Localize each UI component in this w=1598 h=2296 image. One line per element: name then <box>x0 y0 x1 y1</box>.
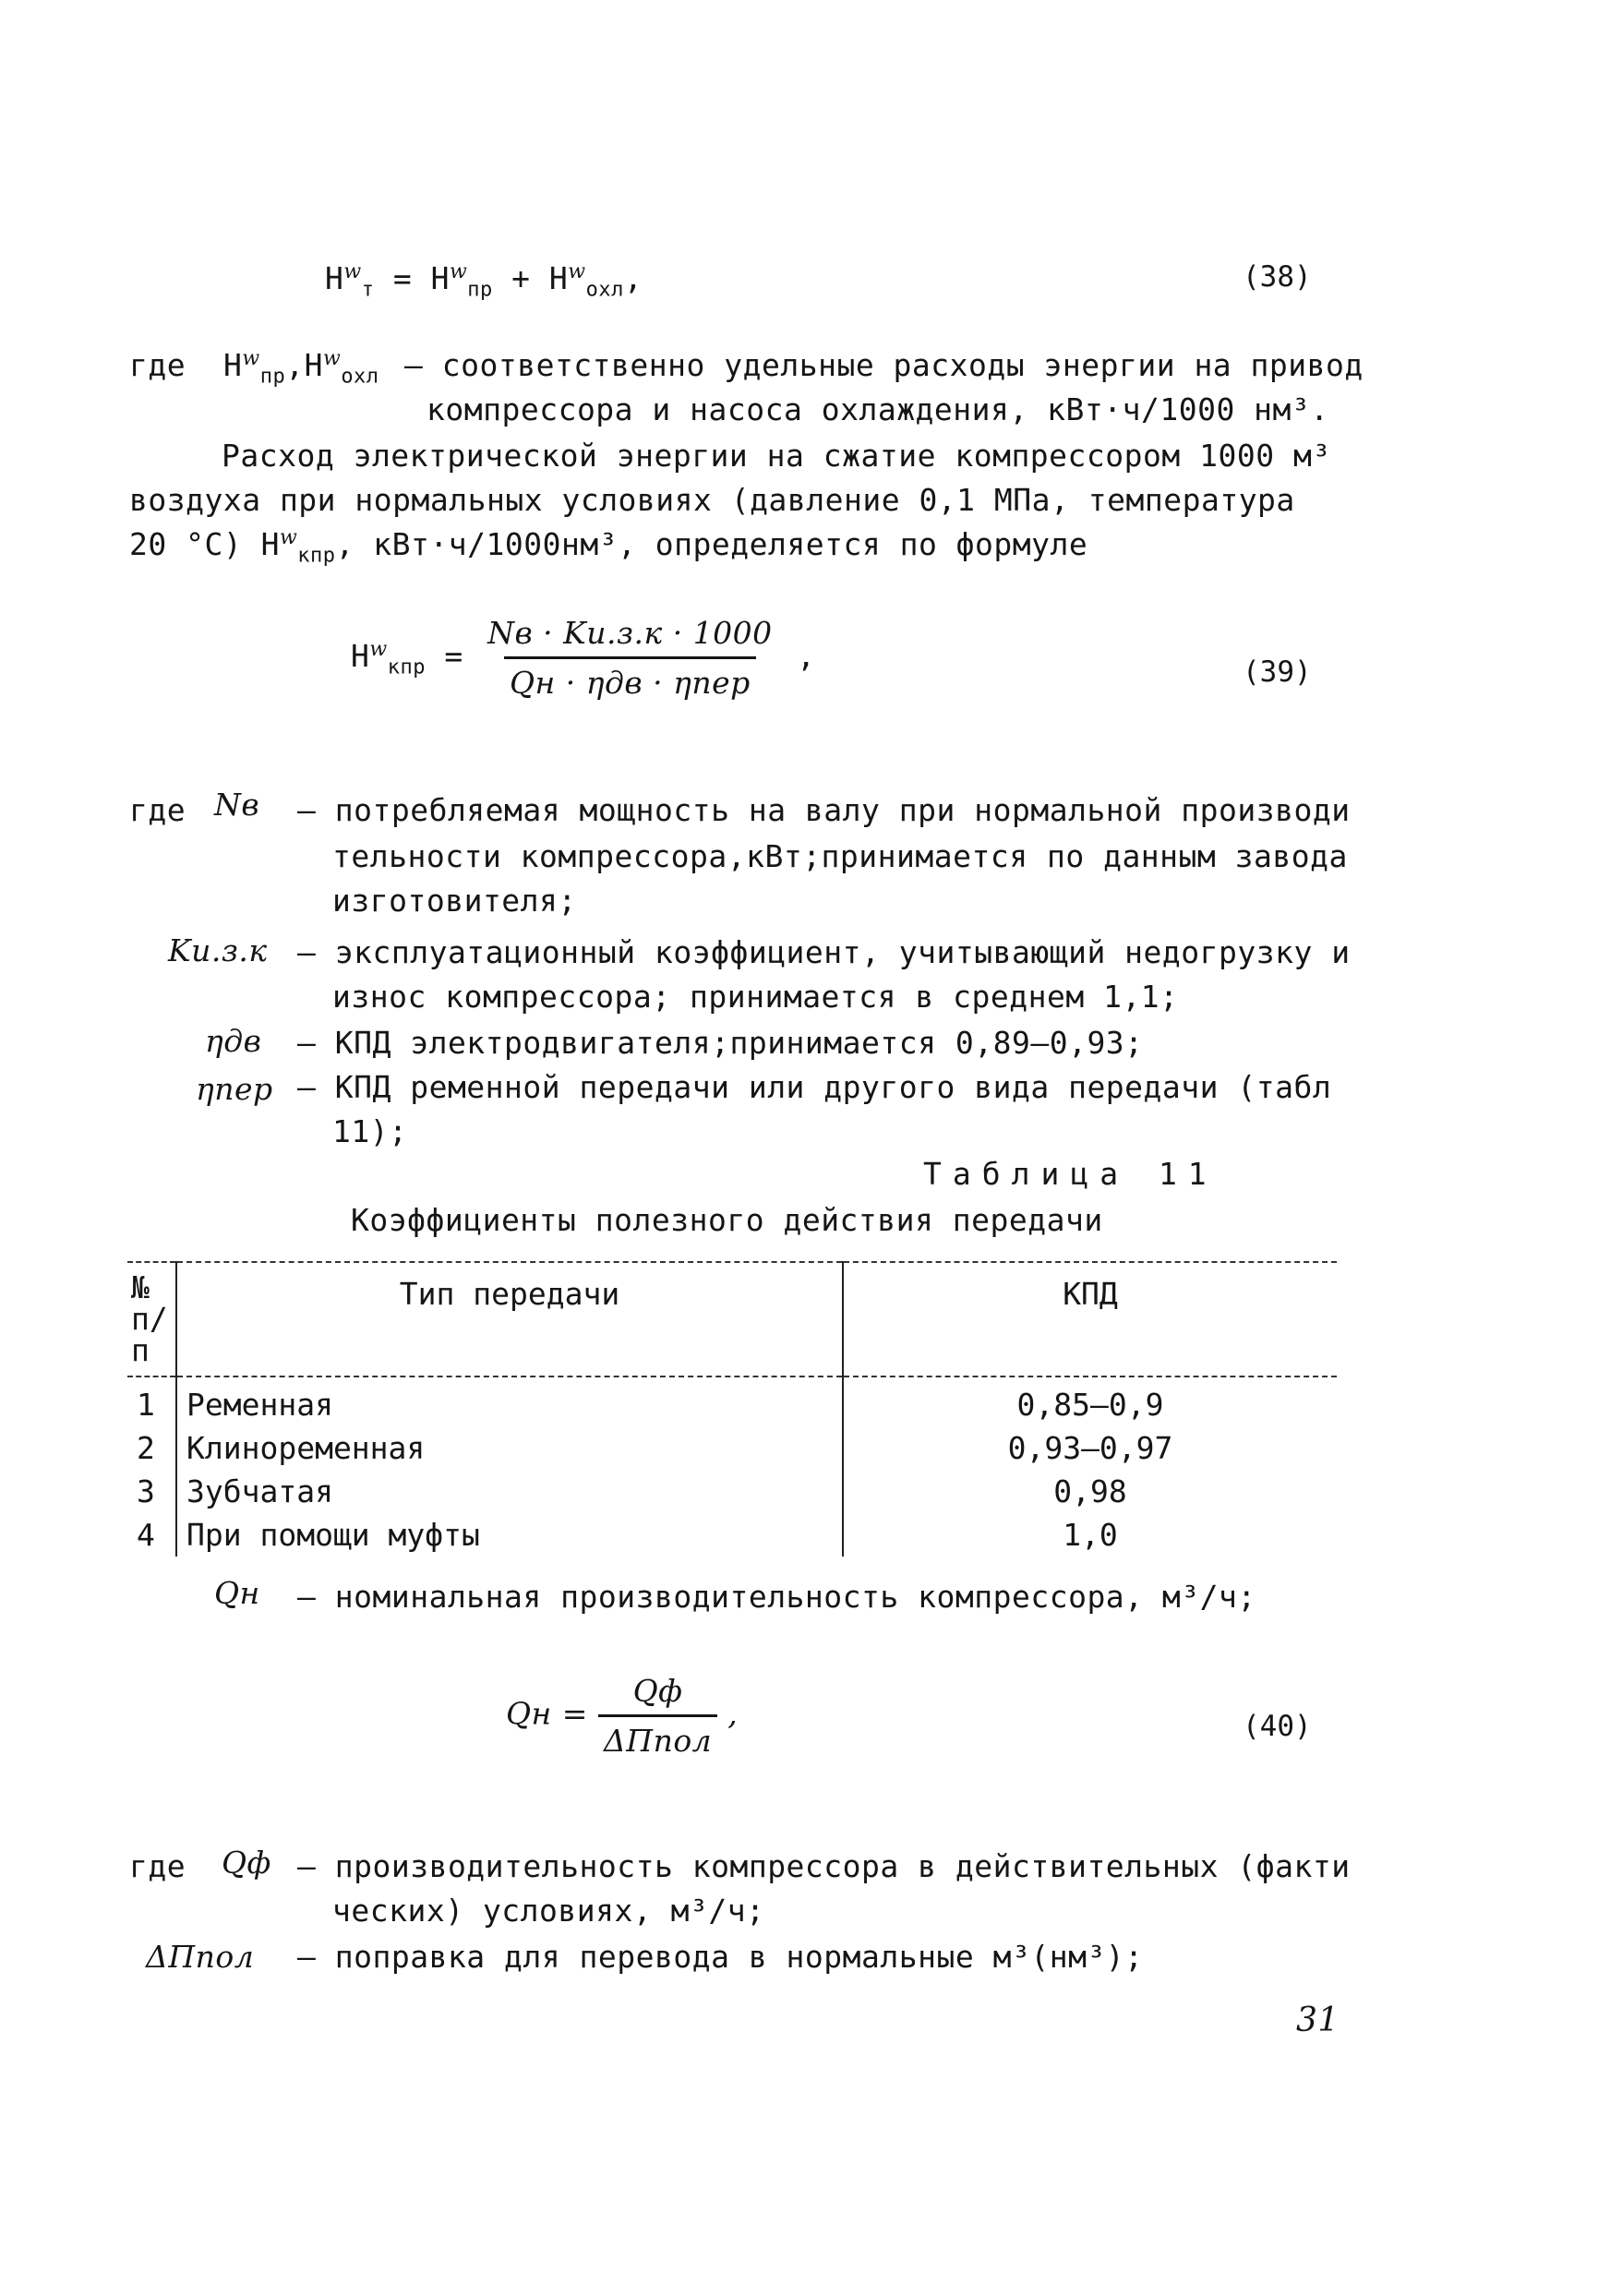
where-symbols: $Н^w_{пр},Н^w_{охл}$ <box>223 347 379 389</box>
equation-number-39: (39) <box>1243 655 1312 689</box>
cell-number: 2 <box>127 1426 176 1470</box>
formula-39: $Н^w_{кпр}$ = $\frac{Nв \cdot Kи.з.к \cdot 1000}{\text{Qн · ηдв · ηпер}}$ , <box>351 615 816 701</box>
definition-symbol: ηдв <box>205 1023 262 1059</box>
definition-symbol: Nв <box>214 787 260 823</box>
definition-label: где <box>129 1848 186 1884</box>
table-row <box>127 1426 1337 1470</box>
formula-40-numerator: Qф <box>632 1673 683 1709</box>
cell-efficiency: 0,93–0,97 <box>1007 1430 1173 1466</box>
definition-label: где <box>129 792 186 828</box>
cell-efficiency: 0,98 <box>1053 1473 1127 1509</box>
page-number: 31 <box>1296 2001 1340 2039</box>
definition-symbol: Kи.з.к <box>168 932 268 968</box>
formula-40-denominator: ΔПпол <box>598 1714 717 1759</box>
cell-type: Ременная <box>176 1376 843 1426</box>
table-caption: Таблица 11 <box>923 1156 1218 1192</box>
column-header-number: № п/п <box>127 1262 176 1376</box>
definition-text: износ компрессора; принимается в среднем 1,1; <box>332 979 1179 1015</box>
formula-38: $Н^w_т = Н^w_{пр} + Н^w_{охл}$, <box>325 260 643 302</box>
definition-symbol-qn: Qн <box>214 1575 260 1611</box>
paragraph-line3: 20 °С) $Н^w_{кпр}$, кВт·ч/1000нм³, определяется по формуле <box>129 526 1088 568</box>
where-text-line2: компрессора и насоса охлаждения, кВт·ч/1000 нм³. <box>427 391 1329 427</box>
definition-text: ческих) условиях, м³/ч; <box>332 1893 765 1929</box>
table-row <box>127 1376 1337 1426</box>
definition-text: – потребляемая мощность на валу при нормальной производи <box>297 792 1351 828</box>
definition-text: 11); <box>332 1113 408 1149</box>
cell-efficiency: 1,0 <box>1063 1517 1118 1553</box>
paragraph-line2: воздуха при нормальных условиях (давление 0,1 МПа, температура <box>129 482 1295 518</box>
formula-39-fraction <box>482 615 778 701</box>
cell-number: 1 <box>127 1376 176 1426</box>
paragraph-line1: Расход электрической энергии на сжатие компрессором 1000 м³ <box>222 438 1331 474</box>
definition-symbol: ΔПпол <box>146 1939 255 1975</box>
cell-type: Зубчатая <box>176 1470 843 1513</box>
efficiency-table <box>127 1261 1337 1557</box>
definition-text: изготовителя; <box>332 883 577 919</box>
where-text-line1: – соответственно удельные расходы энергии на привод <box>404 347 1364 383</box>
definition-symbol: Qф <box>222 1845 271 1881</box>
cell-number: 4 <box>127 1513 176 1557</box>
definition-text: – КПД электродвигателя;принимается 0,89–0,93; <box>297 1025 1144 1061</box>
cell-efficiency: 0,85–0,9 <box>1016 1387 1164 1423</box>
table-row <box>127 1470 1337 1513</box>
formula-39-numerator: Nв · Kи.з.к · 1000 <box>487 615 773 651</box>
equation-number-40: (40) <box>1243 1710 1312 1743</box>
table-header-row <box>127 1262 1337 1376</box>
table-row <box>127 1513 1337 1557</box>
definition-text-qn: – номинальная производительность компрессора, м³/ч; <box>297 1579 1256 1615</box>
definition-text: – КПД ременной передачи или другого вида передачи (табл <box>297 1069 1332 1105</box>
formula-40-fraction <box>598 1673 717 1759</box>
definition-symbol: ηпер <box>196 1071 273 1107</box>
formula-40: Qн = $\frac{Qф}{\text{ΔПпол}}$ , <box>506 1673 739 1759</box>
definition-text: – производительность компрессора в действительных (факти <box>297 1848 1351 1884</box>
table-title: Коэффициенты полезного действия передачи <box>351 1202 1103 1238</box>
definition-text: – поправка для перевода в нормальные м³(нм³); <box>297 1939 1144 1975</box>
column-header-type: Тип передачи <box>176 1262 843 1376</box>
column-header-efficiency: КПД <box>1063 1276 1118 1312</box>
cell-type: При помощи муфты <box>176 1513 843 1557</box>
where-label: где <box>129 347 186 383</box>
equation-number-38: (38) <box>1243 260 1312 294</box>
definition-text: тельности компрессора,кВт;принимается по данным завода <box>332 838 1348 874</box>
cell-type: Клиноременная <box>176 1426 843 1470</box>
definition-text: – эксплуатационный коэффициент, учитывающий недогрузку и <box>297 934 1351 970</box>
cell-number: 3 <box>127 1470 176 1513</box>
formula-39-denominator: Qн · ηдв · ηпер <box>504 656 756 701</box>
